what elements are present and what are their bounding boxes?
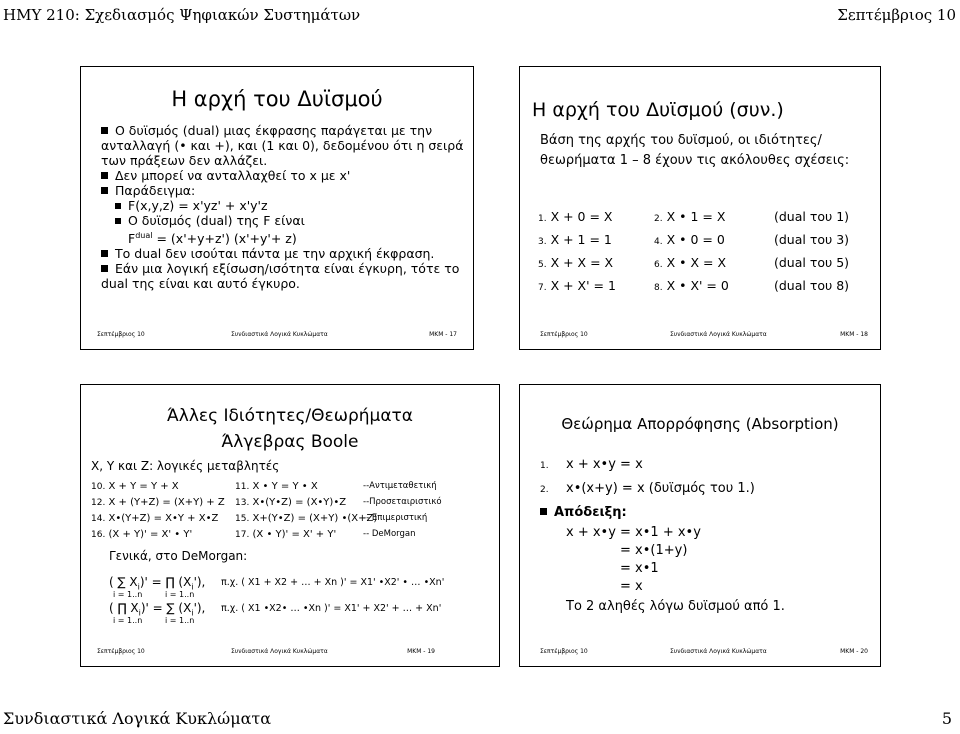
page-header-left: ΗΜΥ 210: Σχεδιασμός Ψηφιακών Συστημάτων xyxy=(3,6,361,24)
slide-intro: Βάση της αρχής του δυϊσμού, οι ιδιότητες/θεωρήματα 1 – 8 έχουν τις ακόλουθες σχέσεις: xyxy=(540,133,850,168)
sub-bullet-item: F(x,y,z) = x'yz' + x'y'z xyxy=(101,198,471,213)
variables-note: X, Y και Z: λογικές μεταβλητές xyxy=(91,459,280,473)
slide-17: Η αρχή του Δυϊσμού Ο δυϊσμός (dual) μιας έκφρασης παράγεται με την ανταλλαγή (• και +), και (1 και 0), δεδομένου ότι η σειρά των πράξεων δεν αλλάζει. Δεν μπορεί να ανταλλαχθεί το x με x' Παράδειγμα: F(x,y,z) = x'yz' + x'y'z Ο δυϊσμός (dual) της F είναι $F^{dual} = (x'+y+z')$ (x'+y'+ z) Το dual δεν ισούται πάντα με την αρχική έκφραση. Εάν μια λογική εξίσωση/ισότητα είναι έγκυρη, τότε το dual της είναι και αυτό έγκυρο. Σεπτέμβριος 10 Συνδιαστικά Λογικά Κυκλώματα ΜΚΜ - 17 xyxy=(80,66,474,350)
slide-title: Άλλες Ιδιότητες/Θεωρήματα Άλγεβρας Boole xyxy=(166,406,413,452)
bullet-list xyxy=(101,123,471,291)
bullet-square-icon xyxy=(101,265,108,272)
page-header-right: Σεπτέμβριος 10 xyxy=(837,6,956,24)
slide-title: Η αρχή του Δυϊσμού xyxy=(171,87,383,111)
bullet-square-icon xyxy=(101,172,108,179)
bullet-square-icon xyxy=(101,127,108,134)
bullet-item: Δεν μπορεί να ανταλλαχθεί το x με x' xyxy=(101,168,471,183)
bullet-item: Εάν μια λογική εξίσωση/ισότητα είναι έγκυρη, τότε το dual της είναι και αυτό έγκυρο. xyxy=(101,261,460,292)
bullet-square-icon xyxy=(101,187,108,194)
slide-19: Άλλες Ιδιότητες/Θεωρήματα Άλγεβρας Boole X, Y και Z: λογικές μεταβλητές 10. X + Y = Y + X 11. X • Y = Y • X --Αντιμεταθετική 12. X + (Y+Z) = (X+Y) + Z 13. X•(Y•Z) = (X•Y)•Z --Προσεταιριστικό 14. X•(Y+Z) = X•Y + X•Z 15. X+(Y•Z) = (X+Y) •(X+Z) -- Επιμεριστική 16. (X + Y)' = X' • Y' 17. (X • Y)' = X' + Y' -- DeMorgan Γενικά, στο DeMorgan: ( ∑ $X_i)'$ = ∏ $(X_i')$, i = 1..n i = 1..n π.χ. ( X1 + X2 + … + Xn )' = X1' •X2' • … •Xn' ( ∏ $X_i)'$ = ∑ $(X_i')$, i = 1..n i = 1..n π.χ. ( X1 •X2• … •Xn )' = X1' + X2' + … + Xn' Σεπτέμβριος 10 Συνδιαστικά Λογικά Κυκλώματα ΜΚΜ - 19 xyxy=(80,384,500,667)
bullet-item: Το dual δεν ισούται πάντα με την αρχική έκφραση. xyxy=(101,246,471,261)
slide-20: Θεώρημα Απορρόφησης (Absorption) 1. x + x•y = x 2. x•(x+y) = x (δυϊσμός του 1.) Απόδειξη: x + x•y = x•1 + x•y = x•(1+y) = x•1 = x Το 2 αληθές λόγω δυϊσμού από 1. Σεπτέμβριος 10 Συνδιαστικά Λογικά Κυκλώματα ΜΚΜ - 20 xyxy=(519,384,881,667)
bullet-square-icon xyxy=(540,508,547,515)
slide-title: Η αρχή του Δυϊσμού (συν.) xyxy=(532,99,784,121)
slide-18: Η αρχή του Δυϊσμού (συν.) Βάση της αρχής του δυϊσμού, οι ιδιότητες/θεωρήματα 1 – 8 έχουν τις ακόλουθες σχέσεις: 1. X + 0 = X 2. X • 1 = X (dual του 1) 3. X + 1 = 1 4. X • 0 = 0 (dual του 3) 5. X + X = X 6. X • X = X (dual του 5) 7. X + X' = 1 8. X • X' = 0 (dual του 8) Σεπτέμβριος 10 Συνδιαστικά Λογικά Κυκλώματα ΜΚΜ - 18 xyxy=(519,66,881,350)
bullet-item: Παράδειγμα: xyxy=(101,183,471,198)
bullet-item: Ο δυϊσμός (dual) μιας έκφρασης παράγεται με την ανταλλαγή (• και +), και (1 και 0), δεδομένου ότι η σειρά των πράξεων δεν αλλάζει. xyxy=(101,123,464,168)
demorgan-general: Γενικά, στο DeMorgan: xyxy=(109,549,248,563)
dual-formula: $F^{dual} = (x'+y+z')$ (x'+y'+ z) xyxy=(128,231,297,247)
sub-bullet-item: Ο δυϊσμός (dual) της F είναι xyxy=(101,213,471,228)
bullet-square-icon xyxy=(101,250,108,257)
slide-title: Θεώρημα Απορρόφησης (Absorption) xyxy=(561,415,839,433)
page-footer-left: Συνδιαστικά Λογικά Κυκλώματα xyxy=(3,709,272,728)
page-number: 5 xyxy=(941,709,952,728)
bullet-square-icon xyxy=(115,203,121,209)
bullet-square-icon xyxy=(115,218,121,224)
